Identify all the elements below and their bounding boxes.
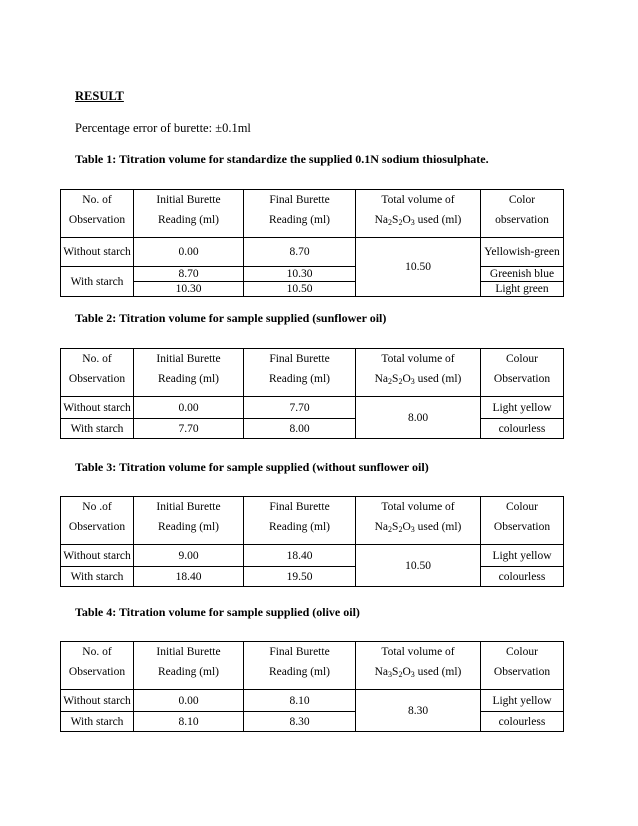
table-cell: colourless [481,712,564,732]
table-row [61,238,564,267]
table-cell: 8.00 [244,419,356,439]
table-cell: Without starch [61,690,134,712]
table-cell: Without starch [61,545,134,567]
table-row [61,567,564,587]
table-row [61,419,564,439]
table-cell: colourless [481,567,564,587]
header-cell: Initial Burette Reading (ml) [134,349,244,397]
table-cell: 8.30 [244,712,356,732]
table-cell: With starch [61,267,134,297]
table-cell: 18.40 [244,545,356,567]
table-cell: 18.40 [134,567,244,587]
total-volume-cell: 10.50 [356,545,481,587]
header-cell: Colour Observation [481,497,564,545]
table-row [61,712,564,732]
table-cell: Without starch [61,397,134,419]
table-cell: Light yellow [481,545,564,567]
table-4 [60,641,564,732]
table-cell: Light yellow [481,690,564,712]
table-cell: 0.00 [134,690,244,712]
header-cell: Colour Observation [481,642,564,690]
header-cell: Final Burette Reading (ml) [244,497,356,545]
header-cell: Initial Burette Reading (ml) [134,497,244,545]
table-cell: With starch [61,567,134,587]
table-cell: 0.00 [134,238,244,267]
header-cell: Initial Burette Reading (ml) [134,190,244,238]
table-cell: 10.50 [244,282,356,297]
table-2 [60,348,564,439]
header-cell: Total volume of $Na_2S_2O_3$ used (ml) [356,349,481,397]
table-cell: 10.30 [134,282,244,297]
table-header-row [61,190,564,238]
table-1-caption: Table 1: Titration volume for standardize the supplied 0.1N sodium thiosulphate. [75,152,489,166]
header-cell: No. of Observation [61,190,134,238]
table-cell: 19.50 [244,567,356,587]
table-cell: colourless [481,419,564,439]
table-row [61,545,564,567]
table-cell: 10.30 [244,267,356,282]
table-2-caption: Table 2: Titration volume for sample supplied (sunflower oil) [75,311,387,325]
table-row [61,267,564,282]
table-cell: Yellowish-green [481,238,564,267]
table-cell: Greenish blue [481,267,564,282]
table-cell: Light yellow [481,397,564,419]
header-cell: Initial Burette Reading (ml) [134,642,244,690]
header-cell: Total volume of $Na_3S_2O_3$ used (ml) [356,642,481,690]
table-3 [60,496,564,587]
total-volume-cell: 8.30 [356,690,481,732]
table-cell: 8.10 [244,690,356,712]
header-cell: Colour Observation [481,349,564,397]
table-row [61,282,564,297]
table-1 [60,189,564,297]
table-row [61,397,564,419]
table-cell: 7.70 [244,397,356,419]
table-cell: 9.00 [134,545,244,567]
table-header-row [61,497,564,545]
header-cell: Total volume of $Na_2S_2O_3$ used (ml) [356,497,481,545]
header-cell: Final Burette Reading (ml) [244,642,356,690]
header-cell: No .of Observation [61,497,134,545]
table-4-caption: Table 4: Titration volume for sample supplied (olive oil) [75,605,360,619]
table-cell: 8.70 [244,238,356,267]
table-cell: 8.10 [134,712,244,732]
header-cell: Final Burette Reading (ml) [244,349,356,397]
header-cell: Color observation [481,190,564,238]
table-cell: 8.70 [134,267,244,282]
total-volume-cell: 10.50 [356,238,481,297]
header-cell: No. of Observation [61,642,134,690]
header-cell: Total volume of $Na_2S_2O_3$ used (ml) [356,190,481,238]
table-header-row [61,349,564,397]
header-cell: No. of Observation [61,349,134,397]
table-cell: Light green [481,282,564,297]
table-3-caption: Table 3: Titration volume for sample supplied (without sunflower oil) [75,460,429,474]
table-row [61,690,564,712]
result-heading: RESULT [75,89,124,103]
burette-error-text: Percentage error of burette: ±0.1ml [75,121,251,135]
table-cell: 0.00 [134,397,244,419]
total-volume-cell: 8.00 [356,397,481,439]
table-header-row [61,642,564,690]
table-cell: Without starch [61,238,134,267]
table-cell: 7.70 [134,419,244,439]
table-cell: With starch [61,419,134,439]
header-cell: Final Burette Reading (ml) [244,190,356,238]
table-cell: With starch [61,712,134,732]
